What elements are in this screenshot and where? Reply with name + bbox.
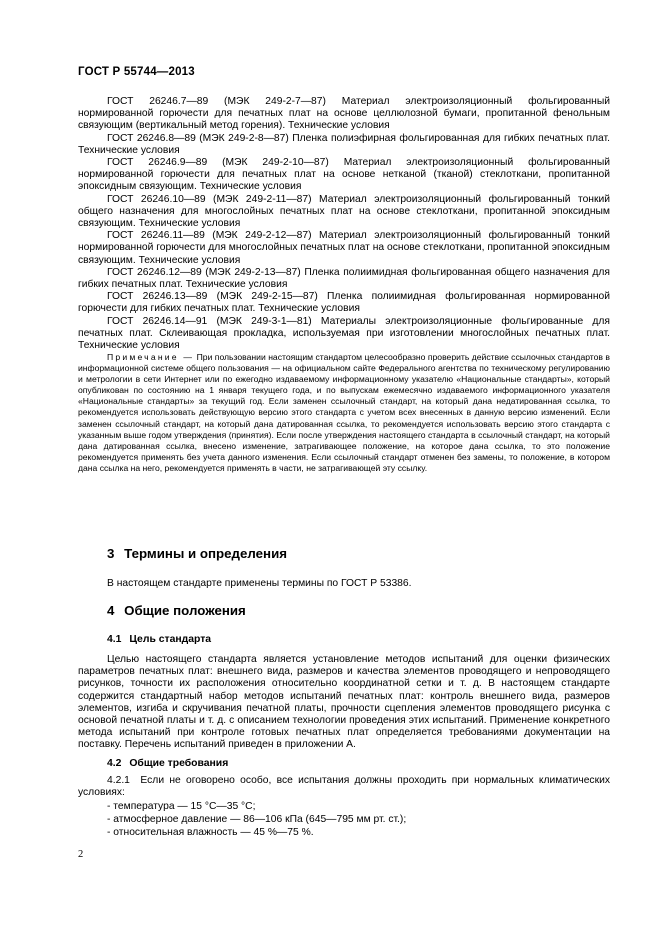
subsection-4-1-heading [107,634,211,645]
list-item: - температура — 15 °С—35 °С; [107,801,256,812]
page-number: 2 [78,849,84,860]
subsection-title: Общие требования [129,758,229,769]
clause-number: 4.2.1 [107,775,130,786]
reference-item: ГОСТ 26246.14—91 (МЭК 249-3-1—81) Материалы электроизоляционные фольгированные для печатных плат. Склеивающая прокладка, используемая при изготовлении многослойных печатных плат. Технические условия [78,315,610,352]
note-lead: Примечание — [107,352,195,362]
reference-item: ГОСТ 26246.9—89 (МЭК 249-2-10—87) Материал электроизоляционный фольгированный нормированной горючести для печатных плат на основе нетканой (тканой) стеклоткани, пропитанной эпоксидным связующим. Технические условия [78,157,610,193]
section-title: Термины и определения [124,546,288,561]
list-item: - относительная влажность — 45 %—75 %. [107,826,314,838]
clause-text: Если не оговорено особо, все испытания должны проходить при нормальных климатических условиях: [78,775,610,799]
subsection-number: 4.1 [107,634,122,645]
standard-code: ГОСТ Р 55744—2013 [78,66,195,78]
reference-item: ГОСТ 26246.7—89 (МЭК 249-2-7—87) Материал электроизоляционный фольгированный нормированной горючести для печатных плат на основе целлюлозной бумаги, пропитанной фенольным связующим (вертикальный метод горения). Технические условия [78,96,610,132]
subsection-number: 4.2 [107,758,122,769]
subsection-4-1-text: Целью настоящего стандарта является установление методов испытаний для оценки физических параметров печатных плат: внешнего вида, размеров и качества элементов проводящего и непроводящего рисунков, точности их расположения относительно координатной сетки и т. д. В настоящем стандарте содержится стандартный набор методов испытаний печатных плат: контроль внешнего вида, размеров элементов, изгиба и скручивания печатной платы, прочности сцепления элементов проводящего рисунка с основой печатной платы и т. д. с описанием технологии проведения этих испытаний. Применение конкретного метода испытаний при контроле готовых печатных плат определяется требованиями документации на поставку. Перечень испытаний приведен в приложении А. [78,654,610,751]
list-item: - атмосферное давление — 86—106 кПа (645—795 мм рт. ст.); [107,813,407,825]
conditions-list [78,801,610,839]
section-title: Общие положения [124,603,246,618]
reference-item: ГОСТ 26246.10—89 (МЭК 249-2-11—87) Материал электроизоляционный фольгированный тонкий общего назначения для многослойных печатных плат на основе стеклоткани, пропитанной эпоксидным связующим. Технические условия [78,193,610,230]
section-number: 3 [107,546,115,561]
note-paragraph [78,352,610,474]
reference-item: ГОСТ 26246.13—89 (МЭК 249-2-15—87) Пленка полиимидная фольгированная нормированной горючести для гибких печатных плат. Технические условия [78,291,610,315]
section-3-text: В настоящем стандарте применены термины по ГОСТ Р 53386. [107,578,412,589]
subsection-title: Цель стандарта [129,634,212,645]
clause-4-2-1 [78,775,610,799]
section-number: 4 [107,603,115,618]
reference-item: ГОСТ 26246.12—89 (МЭК 249-2-13—87) Пленка полиимидная фольгированная общего назначения для гибких печатных плат. Технические условия [78,266,610,291]
reference-item: ГОСТ 26246.8—89 (МЭК 249-2-8—87) Пленка полиэфирная фольгированная для гибких печатных плат. Технические условия [78,132,610,156]
reference-item: ГОСТ 26246.11—89 (МЭК 249-2-12—87) Материал электроизоляционный фольгированный тонкий нормированной горючести для многослойных печатных плат на основе стеклоткани, пропитанной эпоксидным связующим. Технические условия [78,230,610,266]
note-text: При пользовании настоящим стандартом целесообразно проверить действие ссылочных стандартов в информационной системе общего пользования — на официальном сайте Федерального агентства по техническому регулированию и метрологии в сети Интернет или по ежегодно издаваемому информационному указателю «Национальные стандарты», который опубликован по состоянию на 1 января текущего года, и по выпускам ежемесячно издаваемого информационного указателя «Национальные стандарты» за текущий год. Если заменен ссылочный стандарт, на который дана недатированная ссылка, то рекомендуется использовать действующую версию этого стандарта с учетом всех внесенных в данную версию изменений. Если заменен ссылочный стандарт, на который дана датированная ссылка, то рекомендуется использовать версию этого стандарта с указанным выше годом утверждения (принятия). Если после утверждения настоящего стандарта в ссылочный стандарт, на который дана датированная ссылка, внесено изменение, затрагивающее положение, на которое дана ссылка, то это положение рекомендуется применять без учета данного изменения. Если ссылочный стандарт отменен без замены, то положение, в котором дана ссылка на него, рекомендуется применять в части, не затрагивающей эту ссылку. [78,352,610,473]
section-4-heading [107,603,246,618]
subsection-4-2-heading [107,758,228,769]
section-3-heading [107,546,287,561]
normative-references-list [78,96,610,352]
